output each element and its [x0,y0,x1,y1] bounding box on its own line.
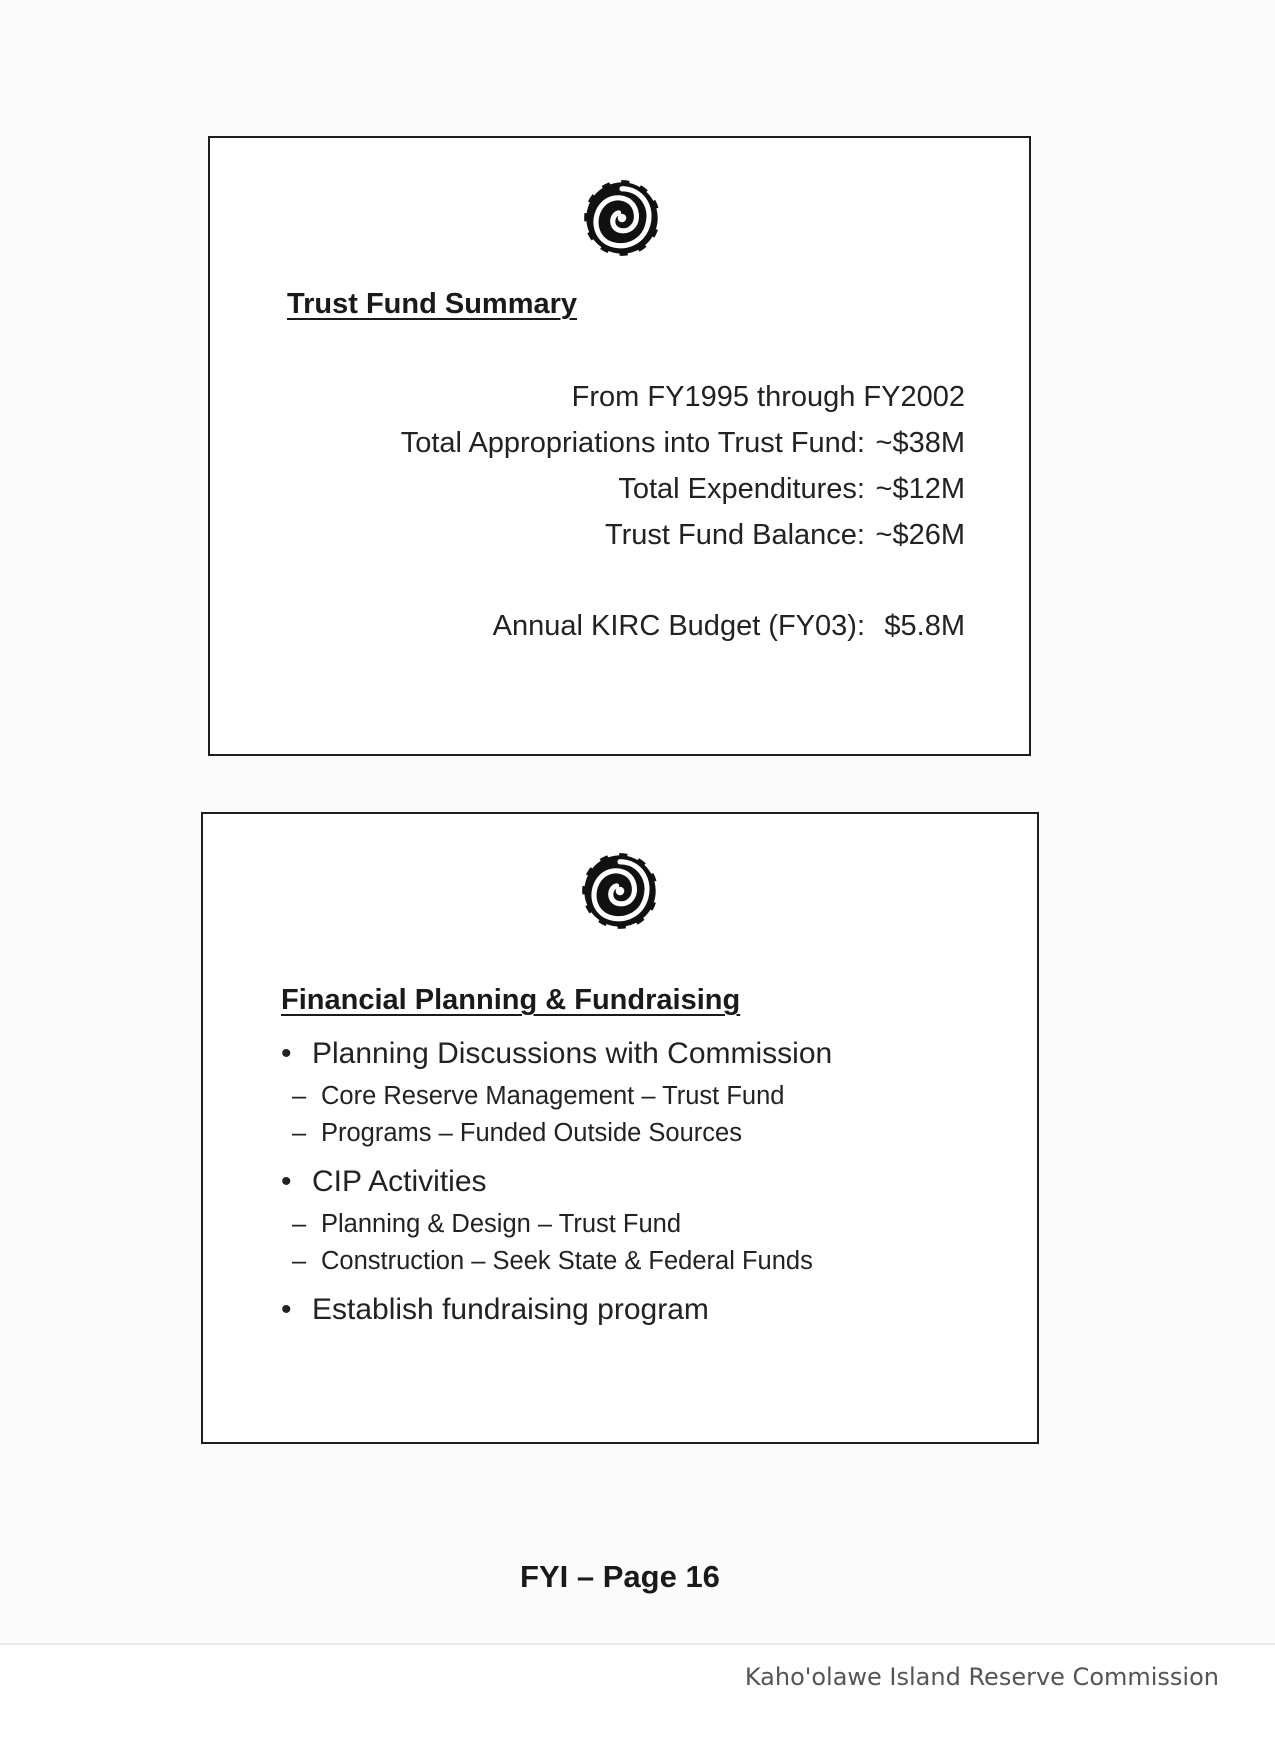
row-value: ~$12M [875,473,965,505]
page-number-label: FYI – Page 16 [520,1559,720,1594]
bullet-list [281,1036,1001,1328]
row-value: ~$26M [875,519,965,551]
bullet-item: • Planning Discussions with Commission [281,1036,1001,1072]
organization-footer: Kaho'olawe Island Reserve Commission [744,1663,1219,1691]
row-label: Total Expenditures: [618,473,865,505]
slide-financial-planning [201,812,1039,1444]
budget-row [493,610,965,643]
row-label: Trust Fund Balance: [604,519,865,551]
spiral-logo-icon [577,848,663,934]
spiral-logo-icon [579,175,665,261]
slide-trust-fund-summary [208,136,1031,756]
financial-row [401,427,965,460]
budget-value: $5.8M [884,610,965,642]
period-line: From FY1995 through FY2002 [571,381,965,413]
budget-label: Annual KIRC Budget (FY03): [492,610,865,642]
sub-bullet-item: – Planning & Design – Trust Fund [281,1206,1001,1243]
row-label: Total Appropriations into Trust Fund: [400,427,865,459]
divider [0,1643,1275,1645]
financial-row [605,519,965,552]
bullet-item: • Establish fundraising program [281,1292,1001,1328]
bullet-item: • CIP Activities [281,1164,1001,1200]
financial-row [618,473,965,506]
sub-bullet-item: – Core Reserve Management – Trust Fund [281,1078,1001,1115]
slide-title: Trust Fund Summary [287,288,578,320]
row-value: ~$38M [875,427,965,459]
sub-bullet-item: – Programs – Funded Outside Sources [281,1115,1001,1152]
slide-title: Financial Planning & Fundraising [281,984,741,1016]
sub-bullet-item: – Construction – Seek State & Federal Funds [281,1243,1001,1280]
